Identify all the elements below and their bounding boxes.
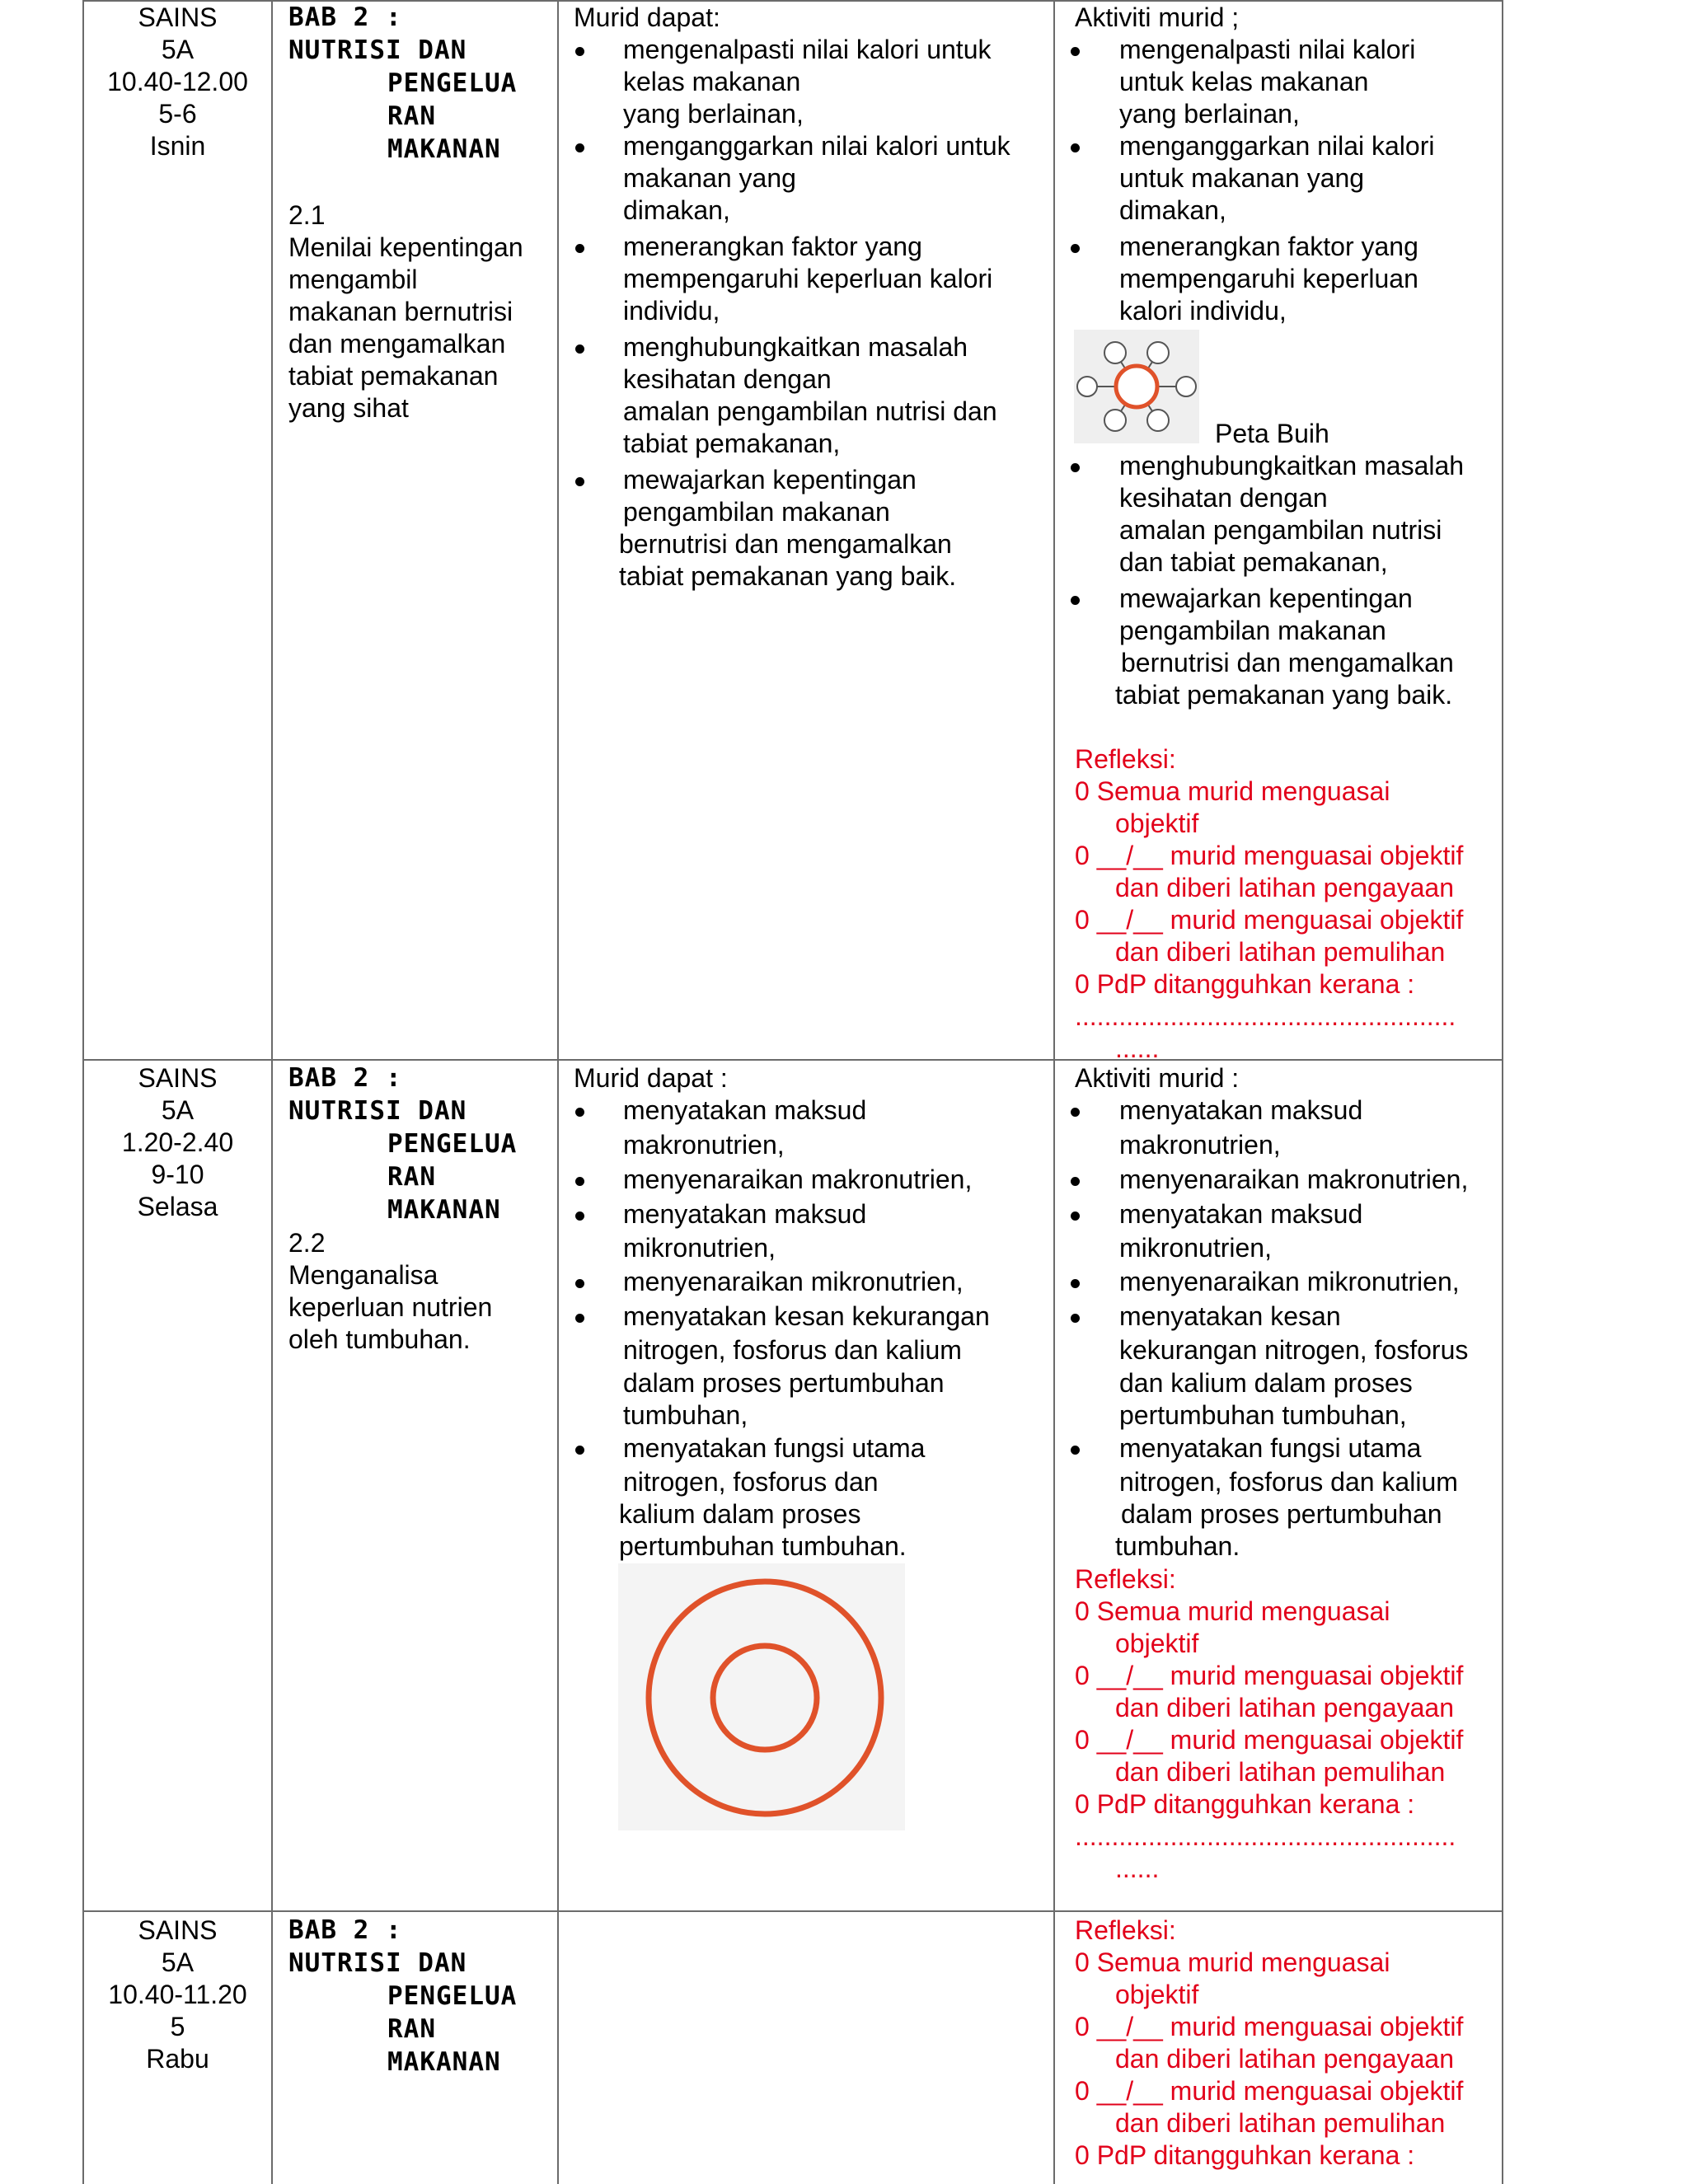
period-label: 9-10 [151,1160,204,1189]
reflection-line: 0 __/__ murid menguasai objektif [1075,2076,1464,2106]
activity-text: menyatakan fungsi utama [1119,1433,1422,1463]
activity-text: menghubungkaitkan masalah [1119,451,1465,480]
table-row-divider-1 [82,1059,1503,1061]
reflection-line: 0 PdP ditangguhkan kerana : [1075,1789,1415,1819]
bullet-icon [575,1177,584,1186]
class-label: 5A [161,1947,195,1977]
day-label: Selasa [137,1192,218,1221]
activity-text: mewajarkan kepentingan [1119,583,1413,613]
table-col-line-3 [1053,0,1055,2184]
standard-text: Menilai kepentingan [288,232,523,262]
bullet-icon [1071,244,1080,253]
standard-number: 2.1 [288,200,326,230]
time-label: 1.20-2.40 [121,1127,234,1157]
activity-text: mempengaruhi keperluan [1119,264,1418,293]
activity-text: bernutrisi dan mengamalkan [1121,648,1454,677]
reflection-line: 0 __/__ murid menguasai objektif [1075,905,1464,935]
bullet-icon [1071,1279,1080,1288]
activity-text: kalori individu, [1119,296,1287,326]
activities-title: Aktiviti murid : [1075,1063,1240,1093]
reflection-line: dan diberi latihan pengayaan [1115,1693,1454,1722]
reflection-dots: ...... [1115,1854,1160,1883]
activity-text: kekurangan nitrogen, fosforus [1119,1335,1469,1365]
bullet-icon [1071,463,1080,472]
objective-text: nitrogen, fosforus dan [623,1467,879,1497]
bullet-icon [575,1212,584,1221]
bullet-icon [1071,143,1080,152]
objective-text: dalam proses pertumbuhan [623,1368,945,1398]
activity-text: pertumbuhan tumbuhan, [1119,1400,1407,1430]
bullet-icon [575,1279,584,1288]
period-label: 5-6 [158,99,197,129]
activity-text: amalan pengambilan nutrisi [1119,515,1442,545]
concentric-circles-image [618,1563,905,1830]
activity-text: mikronutrien, [1119,1233,1272,1263]
activity-text: menerangkan faktor yang [1119,232,1418,261]
objective-text: menyatakan fungsi utama [623,1433,926,1463]
subject-label: SAINS [138,2,218,32]
reflection-title: Refleksi: [1075,744,1176,774]
reflection-line: 0 __/__ murid menguasai objektif [1075,841,1464,870]
objective-text: makronutrien, [623,1130,785,1160]
chapter-name: PENGELUA [387,1981,518,2011]
bullet-icon [575,47,584,56]
reflection-line: objektif [1115,1629,1199,1658]
reflection-dots: .................................................... [1075,1001,1456,1031]
chapter-name: RAN [387,101,436,131]
bullet-icon [1071,596,1080,605]
standard-text: oleh tumbuhan. [288,1324,471,1354]
objectives-title: Murid dapat : [574,1063,728,1093]
reflection-line: dan diberi latihan pengayaan [1115,2044,1454,2074]
standard-text: keperluan nutrien [288,1292,493,1322]
objective-text: menghubungkaitkan masalah [623,332,968,362]
reflection-title: Refleksi: [1075,1915,1176,1945]
activity-text: menyatakan kesan [1119,1301,1341,1331]
reflection-line: 0 Semua murid menguasai [1075,1596,1390,1626]
concentric-circles-icon [618,1563,905,1830]
reflection-dots: ...... [1115,1033,1160,1063]
standard-number: 2.2 [288,1228,326,1258]
objective-text: tabiat pemakanan, [623,429,841,458]
bullet-icon [575,1108,584,1117]
standard-text: dan mengamalkan [288,329,506,359]
bullet-icon [1071,1212,1080,1221]
activity-text: untuk kelas makanan [1119,67,1369,96]
objective-text: individu, [623,296,720,326]
objective-text: menyatakan kesan kekurangan [623,1301,990,1331]
reflection-line: 0 PdP ditangguhkan kerana : [1075,969,1415,999]
objective-text: menerangkan faktor yang [623,232,922,261]
objective-text: menganggarkan nilai kalori untuk [623,131,1010,161]
chapter-title: BAB 2 : [288,1915,402,1945]
objective-text: mewajarkan kepentingan [623,465,917,494]
objective-text: menyenaraikan makronutrien, [623,1165,973,1194]
objective-text: yang berlainan, [623,99,804,129]
time-label: 10.40-11.20 [108,1980,247,2009]
activity-text: pengambilan makanan [1119,616,1386,645]
objective-text: menyenaraikan mikronutrien, [623,1267,964,1296]
objective-text: mikronutrien, [623,1233,776,1263]
activity-text: menyenaraikan makronutrien, [1119,1165,1469,1194]
reflection-line: 0 __/__ murid menguasai objektif [1075,2012,1464,2041]
objective-text: tumbuhan, [623,1400,748,1430]
class-label: 5A [161,35,195,64]
chapter-name: MAKANAN [387,1195,501,1225]
reflection-line: dan diberi latihan pengayaan [1115,873,1454,902]
reflection-line: 0 PdP ditangguhkan kerana : [1075,2140,1415,2170]
objective-text: makanan yang [623,163,796,193]
bubble-map-image [1074,330,1199,443]
standard-text: makanan bernutrisi [288,297,513,326]
table-col-line-2 [557,0,559,2184]
objective-text: pertumbuhan tumbuhan. [619,1531,907,1561]
bullet-icon [1071,1314,1080,1323]
reflection-line: 0 Semua murid menguasai [1075,1947,1390,1977]
bullet-icon [1071,47,1080,56]
standard-text: Menganalisa [288,1260,438,1290]
day-label: Isnin [149,131,206,161]
activity-text: menganggarkan nilai kalori [1119,131,1435,161]
chapter-name: NUTRISI DAN [288,1948,467,1978]
chapter-name: PENGELUA [387,1129,518,1159]
bullet-icon [575,344,584,354]
bullet-icon [575,1446,584,1455]
bullet-icon [575,477,584,486]
objective-text: menyatakan maksud [623,1095,867,1125]
objective-text: pengambilan makanan [623,497,890,527]
day-label: Rabu [146,2044,209,2074]
bubble-map-icon [1074,330,1199,443]
activity-text: yang berlainan, [1119,99,1300,129]
objective-text: nitrogen, fosforus dan kalium [623,1335,962,1365]
chapter-name: MAKANAN [387,2047,501,2077]
reflection-line: 0 __/__ murid menguasai objektif [1075,1725,1464,1755]
subject-label: SAINS [138,1063,218,1093]
bullet-icon [575,1314,584,1323]
reflection-line: dan diberi latihan pemulihan [1115,2108,1446,2138]
activity-text: dalam proses pertumbuhan [1121,1499,1442,1529]
standard-text: yang sihat [288,393,409,423]
reflection-line: objektif [1115,808,1199,838]
objective-text: mengenalpasti nilai kalori untuk [623,35,992,64]
reflection-line: 0 __/__ murid menguasai objektif [1075,1661,1464,1690]
bullet-icon [575,143,584,152]
objective-text: kesihatan dengan [623,364,832,394]
activity-text: menyenaraikan mikronutrien, [1119,1267,1460,1296]
activities-title: Aktiviti murid ; [1075,2,1240,32]
objective-text: tabiat pemakanan yang baik. [619,561,957,591]
bullet-icon [1071,1446,1080,1455]
period-label: 5 [170,2012,185,2041]
table-row-divider-2 [82,1910,1503,1912]
objective-text: menyatakan maksud [623,1199,867,1229]
bullet-icon [1071,1177,1080,1186]
reflection-line: dan diberi latihan pemulihan [1115,1757,1446,1787]
activity-text: menyatakan maksud [1119,1095,1363,1125]
objective-text: mempengaruhi keperluan kalori [623,264,993,293]
objective-text: amalan pengambilan nutrisi dan [623,396,997,426]
activity-text: nitrogen, fosforus dan kalium [1119,1467,1458,1497]
activity-text: makronutrien, [1119,1130,1281,1160]
bullet-icon [1071,1108,1080,1117]
activity-text: menyatakan maksud [1119,1199,1363,1229]
chapter-name: RAN [387,2014,436,2044]
bullet-icon [575,244,584,253]
chapter-name: PENGELUA [387,68,518,98]
objective-text: bernutrisi dan mengamalkan [619,529,952,559]
objective-text: kalium dalam proses [619,1499,861,1529]
activity-text: untuk makanan yang [1119,163,1365,193]
chapter-name: NUTRISI DAN [288,1096,467,1126]
chapter-name: NUTRISI DAN [288,35,467,65]
activity-text: tabiat pemakanan yang baik. [1115,680,1453,710]
subject-label: SAINS [138,1915,218,1945]
objective-text: dimakan, [623,195,730,225]
activity-text: tumbuhan. [1115,1531,1240,1561]
chapter-name: MAKANAN [387,134,501,164]
objectives-title: Murid dapat: [574,2,720,32]
activity-text: kesihatan dengan [1119,483,1328,513]
chapter-name: RAN [387,1162,436,1192]
reflection-dots: .................................................... [1075,1821,1456,1851]
reflection-line: objektif [1115,1980,1199,2009]
reflection-title: Refleksi: [1075,1564,1176,1594]
chapter-title: BAB 2 : [288,2,402,32]
image-caption: Peta Buih [1215,419,1329,448]
standard-text: tabiat pemakanan [288,361,499,391]
class-label: 5A [161,1095,195,1125]
activity-text: dan tabiat pemakanan, [1119,547,1388,577]
standard-text: mengambil [288,265,418,294]
activity-text: dan kalium dalam proses [1119,1368,1413,1398]
activity-text: mengenalpasti nilai kalori [1119,35,1416,64]
reflection-line: dan diberi latihan pemulihan [1115,937,1446,967]
chapter-title: BAB 2 : [288,1063,402,1093]
table-col-line-4 [1502,0,1503,2184]
time-label: 10.40-12.00 [107,67,248,96]
reflection-line: 0 Semua murid menguasai [1075,776,1390,806]
activity-text: dimakan, [1119,195,1226,225]
objective-text: kelas makanan [623,67,801,96]
